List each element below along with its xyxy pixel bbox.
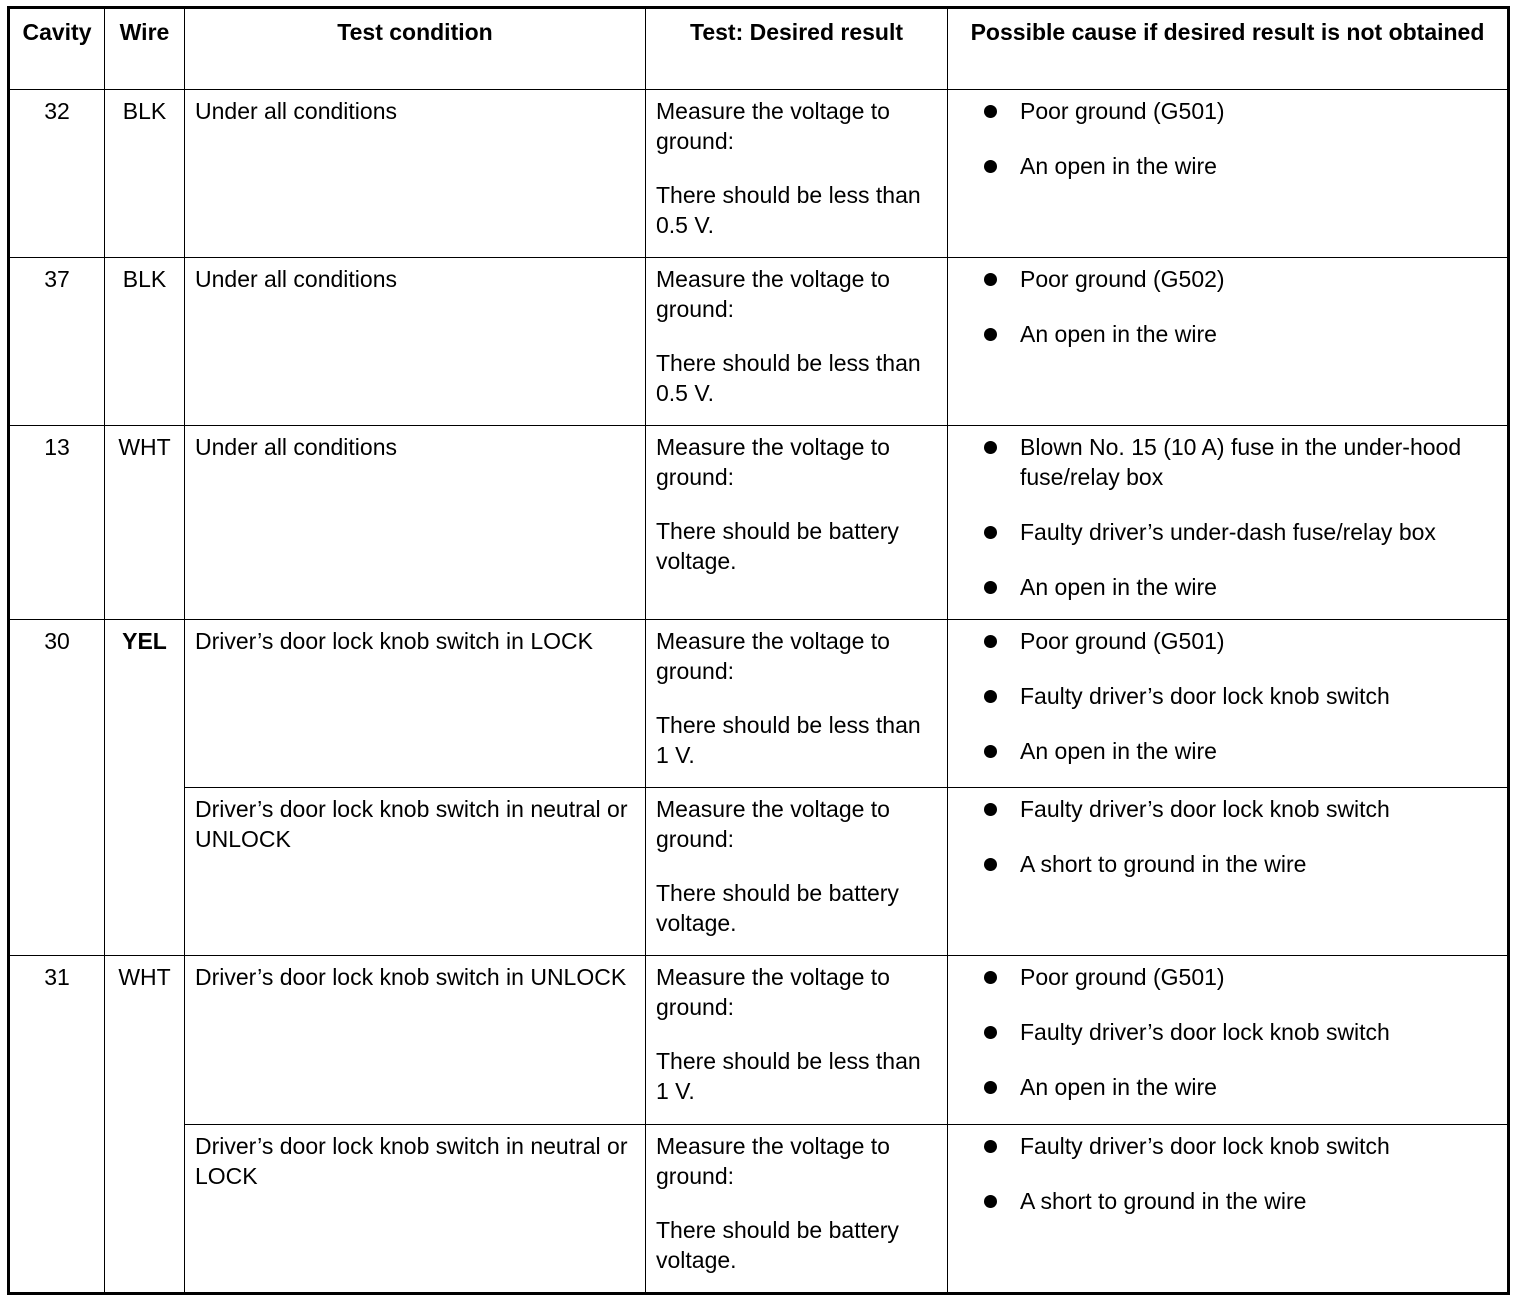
cause-text: An open in the wire [1020, 153, 1217, 179]
cause-text: Poor ground (G502) [1020, 266, 1225, 292]
test-condition-cell: Driver’s door lock knob switch in LOCK [185, 620, 646, 788]
wire-cell: BLK [105, 90, 185, 258]
possible-cause-cell [948, 788, 1509, 956]
header-desired-result: Test: Desired result [646, 8, 948, 90]
header-possible-cause: Possible cause if desired result is not obtained [948, 8, 1509, 90]
cavity-cell: 32 [9, 90, 105, 258]
test-condition-cell: Under all conditions [185, 90, 646, 258]
bullet-icon [984, 1195, 997, 1208]
cause-item [982, 1186, 1497, 1216]
header-row [9, 8, 1509, 90]
test-condition-cell: Driver’s door lock knob switch in neutral or LOCK [185, 1125, 646, 1294]
possible-cause-cell [948, 426, 1509, 620]
bullet-icon [984, 273, 997, 286]
table-row [9, 90, 1509, 258]
result-instruction: Measure the voltage to ground: [656, 98, 890, 154]
result-expected: There should be less than 0.5 V. [656, 350, 921, 406]
cause-text: Faulty driver’s door lock knob switch [1020, 1133, 1390, 1159]
bullet-icon [984, 690, 997, 703]
bullet-icon [984, 635, 997, 648]
cause-item [982, 736, 1497, 766]
result-expected: There should be battery voltage. [656, 880, 899, 936]
result-instruction: Measure the voltage to ground: [656, 1133, 890, 1189]
cavity-cell: 30 [9, 620, 105, 956]
possible-cause-cell [948, 258, 1509, 426]
cavity-cell: 37 [9, 258, 105, 426]
test-condition-cell: Driver’s door lock knob switch in UNLOCK [185, 956, 646, 1125]
table-row [9, 620, 1509, 788]
wire-cell: BLK [105, 258, 185, 426]
test-condition-cell: Under all conditions [185, 426, 646, 620]
bullet-icon [984, 105, 997, 118]
cause-item [982, 1131, 1497, 1161]
result-expected: There should be less than 0.5 V. [656, 182, 921, 238]
cause-text: Poor ground (G501) [1020, 964, 1225, 990]
bullet-icon [984, 803, 997, 816]
header-cavity: Cavity [9, 8, 105, 90]
cause-item [982, 517, 1497, 547]
cause-item [982, 681, 1497, 711]
wire-cell: WHT [105, 956, 185, 1294]
bullet-icon [984, 441, 997, 454]
cause-item [982, 626, 1497, 656]
result-expected: There should be battery voltage. [656, 518, 899, 574]
desired-result-cell [646, 426, 948, 620]
result-expected: There should be less than 1 V. [656, 1048, 921, 1104]
possible-cause-cell [948, 90, 1509, 258]
cause-item [982, 572, 1497, 602]
header-test-condition: Test condition [185, 8, 646, 90]
table-row [9, 956, 1509, 1125]
possible-cause-cell [948, 620, 1509, 788]
cause-item [982, 1017, 1497, 1047]
bullet-icon [984, 1081, 997, 1094]
cause-text: Faulty driver’s door lock knob switch [1020, 796, 1390, 822]
cause-text: An open in the wire [1020, 574, 1217, 600]
wire-cell: YEL [105, 620, 185, 956]
cause-text: An open in the wire [1020, 738, 1217, 764]
bullet-icon [984, 1026, 997, 1039]
cause-item [982, 1072, 1497, 1102]
result-instruction: Measure the voltage to ground: [656, 796, 890, 852]
bullet-icon [984, 581, 997, 594]
cause-text: Faulty driver’s under-dash fuse/relay box [1020, 519, 1436, 545]
bullet-icon [984, 858, 997, 871]
desired-result-cell [646, 788, 948, 956]
cause-text: An open in the wire [1020, 1074, 1217, 1100]
desired-result-cell [646, 258, 948, 426]
table-row [9, 426, 1509, 620]
cause-text: Poor ground (G501) [1020, 628, 1225, 654]
desired-result-cell [646, 90, 948, 258]
cause-text: A short to ground in the wire [1020, 1188, 1307, 1214]
possible-cause-cell [948, 956, 1509, 1125]
table-row [9, 1125, 1509, 1294]
test-condition-cell: Driver’s door lock knob switch in neutral or UNLOCK [185, 788, 646, 956]
result-instruction: Measure the voltage to ground: [656, 434, 890, 490]
cause-item [982, 849, 1497, 879]
result-instruction: Measure the voltage to ground: [656, 964, 890, 1020]
desired-result-cell [646, 1125, 948, 1294]
cause-text: An open in the wire [1020, 321, 1217, 347]
cause-item [982, 96, 1497, 126]
bullet-icon [984, 526, 997, 539]
desired-result-cell [646, 620, 948, 788]
cause-text: Faulty driver’s door lock knob switch [1020, 683, 1390, 709]
cause-text: Blown No. 15 (10 A) fuse in the under-hood fuse/relay box [1020, 434, 1462, 490]
bullet-icon [984, 971, 997, 984]
bullet-icon [984, 745, 997, 758]
bullet-icon [984, 160, 997, 173]
header-wire: Wire [105, 8, 185, 90]
table-row [9, 788, 1509, 956]
result-expected: There should be less than 1 V. [656, 712, 921, 768]
cavity-cell: 31 [9, 956, 105, 1294]
possible-cause-cell [948, 1125, 1509, 1294]
cause-text: Poor ground (G501) [1020, 98, 1225, 124]
cause-text: A short to ground in the wire [1020, 851, 1307, 877]
cause-item [982, 962, 1497, 992]
connector-test-table [7, 6, 1510, 1295]
cavity-cell: 13 [9, 426, 105, 620]
desired-result-cell [646, 956, 948, 1125]
cause-item [982, 264, 1497, 294]
table-row [9, 258, 1509, 426]
cause-item [982, 151, 1497, 181]
bullet-icon [984, 328, 997, 341]
bullet-icon [984, 1140, 997, 1153]
cause-item [982, 432, 1497, 492]
result-expected: There should be battery voltage. [656, 1217, 899, 1273]
wire-cell: WHT [105, 426, 185, 620]
test-condition-cell: Under all conditions [185, 258, 646, 426]
result-instruction: Measure the voltage to ground: [656, 266, 890, 322]
cause-item [982, 319, 1497, 349]
cause-item [982, 794, 1497, 824]
cause-text: Faulty driver’s door lock knob switch [1020, 1019, 1390, 1045]
result-instruction: Measure the voltage to ground: [656, 628, 890, 684]
